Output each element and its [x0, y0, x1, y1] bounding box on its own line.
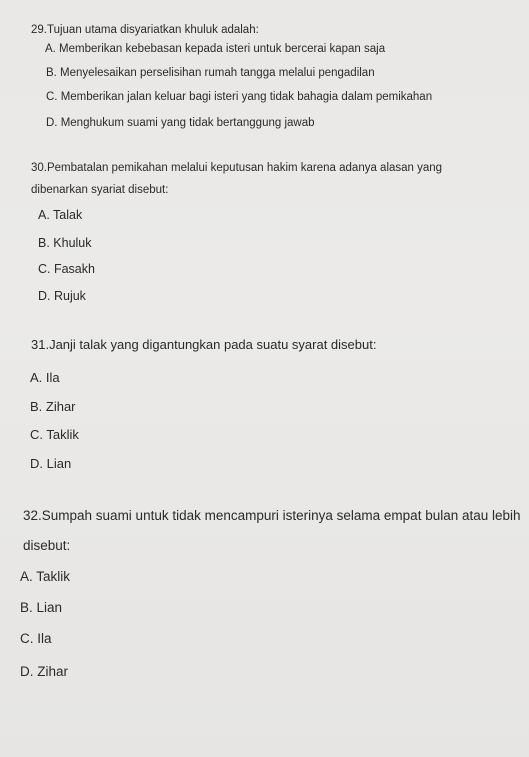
- question-stem-continued: disebut:: [23, 538, 71, 553]
- option-b: B. Khuluk: [38, 236, 92, 250]
- option-c: C. Taklik: [30, 427, 79, 442]
- option-c: C. Fasakh: [38, 262, 95, 276]
- option-a: A. Taklik: [20, 569, 71, 584]
- option-a: A. Talak: [38, 208, 83, 222]
- option-b: B. Lian: [20, 600, 63, 615]
- question-stem: 29.Tujuan utama disyariatkan khuluk adalah:: [31, 24, 259, 36]
- question-stem: 31.Janji talak yang digantungkan pada suatu syarat disebut:: [31, 337, 377, 352]
- option-c: C. Ila: [20, 631, 52, 646]
- option-c: C. Memberikan jalan keluar bagi isteri yang tidak bahagia dalam pemikahan: [46, 91, 433, 103]
- option-d: D. Rujuk: [38, 289, 86, 303]
- option-a: A. Ila: [30, 370, 60, 385]
- question-stem: 32.Sumpah suami untuk tidak mencampuri isterinya selama empat bulan atau lebih: [23, 508, 521, 523]
- option-b: B. Menyelesaikan perselisihan rumah tangga melalui pengadilan: [46, 67, 375, 79]
- option-d: D. Menghukum suami yang tidak bertanggung jawab: [46, 117, 315, 129]
- option-d: D. Zihar: [20, 664, 69, 679]
- option-b: B. Zihar: [30, 399, 76, 414]
- question-stem-continued: dibenarkan syariat disebut:: [31, 184, 169, 196]
- option-d: D. Lian: [30, 456, 72, 471]
- option-a: A. Memberikan kebebasan kepada isteri untuk bercerai kapan saja: [45, 43, 386, 55]
- question-stem: 30.Pembatalan pemikahan melalui keputusan hakim karena adanya alasan yang: [31, 162, 443, 174]
